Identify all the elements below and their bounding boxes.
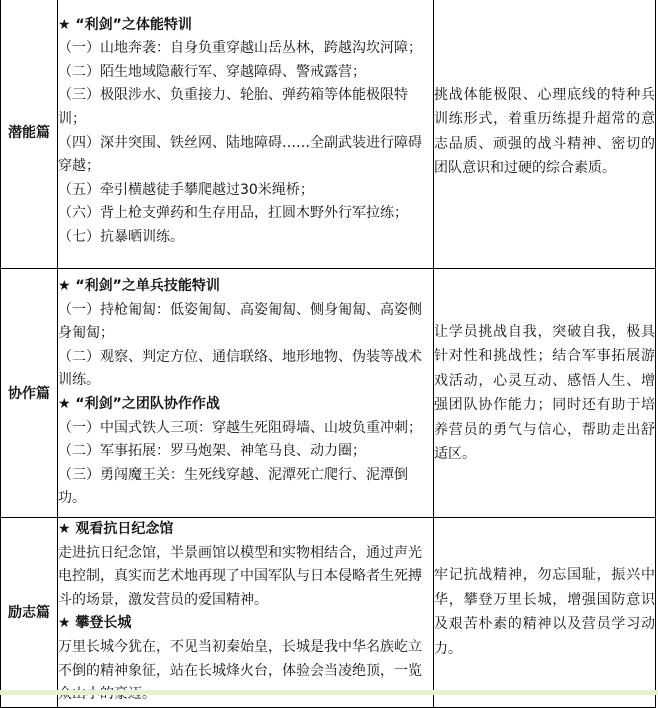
bottom-strip	[0, 690, 658, 695]
activity-description: 万里长城今犹在，不见当初秦始皇，长城是我中华名族屹立不倒的精神象征，站在长城烽火台，体验会当凌绝顶，一览	[58, 638, 422, 679]
goal-cell: 牢记抗战精神，勿忘国耻，振兴中华，攀登万里长城，增强国防意识及艰苦朴素的精神以及营员学习动力。	[434, 518, 656, 708]
section-heading: ★ 攀登长城	[58, 615, 132, 632]
training-item: （三）勇闯魔王关：生死线穿越、泥潭死亡爬行、泥潭倒功。	[58, 466, 408, 507]
content-cell	[58, 269, 434, 518]
training-item: （三）极限涉水、负重接力、轮胎、弹药箱等体能极限特训；	[58, 87, 408, 127]
category-cell: 协作篇	[1, 269, 58, 518]
section-heading: ★ 观看抗日纪念馆	[58, 521, 174, 537]
content-cell	[58, 0, 434, 269]
activity-description: 走进抗日纪念馆，半景画馆以模型和实物相结合，通过声光电控制，真实而艺术地再现了中国军队与日本侵略者生死搏斗的场景，激发营员的爱国精神。	[58, 544, 422, 608]
training-item: （二）陌生地域隐蔽行军、穿越障碍、警戒露营；	[58, 63, 366, 80]
category-cell: 励志篇	[1, 518, 58, 708]
training-item: （二）观察、判定方位、通信联络、地形地物、伪装等战术训练。	[58, 348, 422, 389]
training-item: （五）牵引横越徒手攀爬越过30米绳桥；	[58, 181, 314, 198]
table-row	[1, 269, 656, 518]
category-cell: 潜能篇	[1, 0, 58, 269]
table-row	[1, 518, 656, 708]
content-cell	[58, 518, 434, 708]
training-item: （二）军事拓展：罗马炮架、神笔马良、动力圈；	[58, 443, 366, 460]
section-heading: ★ “利剑”之单兵技能特训	[58, 278, 220, 295]
training-item: （七）抗暴晒训练。	[58, 228, 184, 245]
goal-cell: 挑战体能极限、心理底线的特种兵训练形式，着重历练提升超常的意志品质、顽强的战斗精神、密切的团队意识和过硬的综合素质。	[434, 0, 656, 269]
section-heading: ★ “利剑”之团队协作作战	[58, 396, 220, 412]
goal-cell: 让学员挑战自我，突破自我，极具针对性和挑战性；结合军事拓展游戏活动，心灵互动、感悟人生、增强团队协作能力；同时还有助于培养营员的勇气与信心，帮助走出舒适区。	[434, 269, 656, 518]
section-heading: ★ “利剑”之体能特训	[58, 16, 192, 33]
training-item: （六）背上枪支弹药和生存用品，扛圆木野外行军拉练；	[58, 205, 408, 222]
table-row	[1, 0, 656, 269]
training-item: （一）山地奔袭：自身负重穿越山岳丛林，跨越沟坎河障；	[58, 40, 422, 57]
training-item: （四）深井突围、铁丝网、陆地障碍……全副武装进行障碍穿越；	[58, 134, 422, 175]
training-item: （一）中国式铁人三项：穿越生死阻碍墙、山坡负重冲刺；	[58, 419, 422, 436]
training-item: （一）持枪匍匐：低姿匍匐、高姿匍匐、侧身匍匐、高姿侧身匍匐；	[58, 301, 422, 342]
